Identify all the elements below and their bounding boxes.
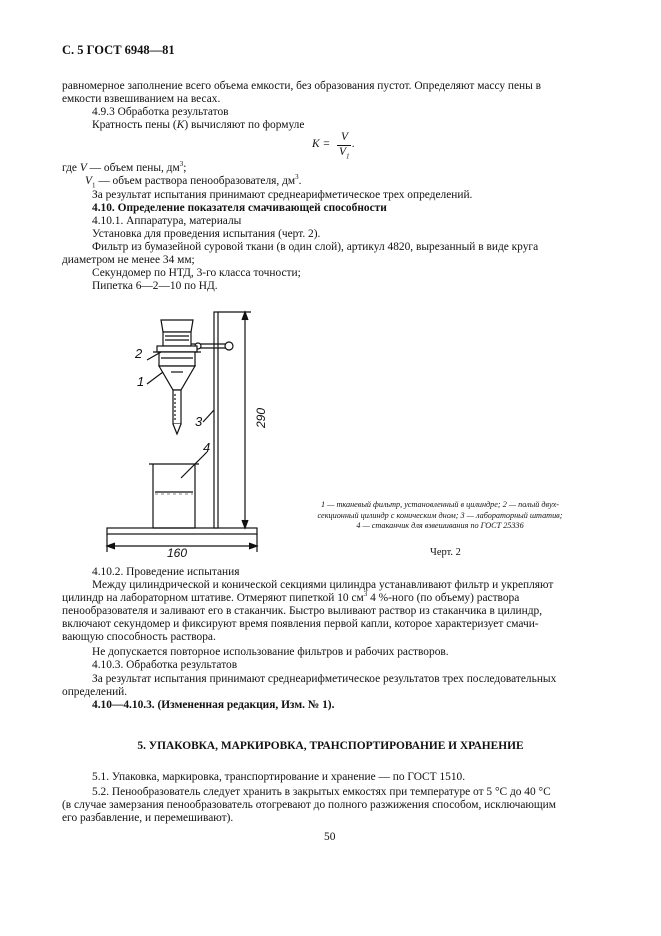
beaker-walls	[153, 464, 195, 528]
subsection-heading: 4.10.3. Обработка результатов	[92, 659, 238, 671]
dimension-width: 160	[167, 546, 188, 560]
text-line: диаметром не менее 34 мм;	[62, 254, 195, 266]
text-line: равномерное заполнение всего объема емкости, без образования пустот. Определяют массу пены в	[62, 80, 542, 92]
text-line: Установка для проведения испытания (черт. 2).	[92, 228, 321, 240]
text-line: включают секундомер и фиксируют время появления первой капли, которое характеризует смачи-	[62, 618, 539, 630]
label-2: 2	[135, 346, 143, 361]
label-3: 3	[195, 414, 203, 429]
text-line: 5.1. Упаковка, маркировка, транспортирование и хранение — по ГОСТ 1510.	[92, 771, 466, 783]
label-1: 1	[137, 374, 145, 389]
text-line: цилиндр на лабораторном штативе. Отмеряют пипеткой 10 $см^3$ 4 %-ного (по объему) раствора	[62, 590, 520, 604]
formula-lhs: K =	[312, 138, 331, 150]
formula-period: .	[352, 138, 355, 150]
where-line: где V — объем пены, $дм^3$;	[62, 160, 187, 174]
page-header: С. 5 ГОСТ 6948—81	[62, 43, 175, 57]
formula-numerator: V	[341, 131, 348, 143]
text-line: Фильтр из бумазейной суровой ткани (в один слой), артикул 4820, вырезанный в виде круга	[92, 241, 539, 253]
subsection-heading: 4.10.1. Аппаратура, материалы	[92, 215, 242, 227]
formula-denominator: $V_1$	[339, 146, 350, 161]
caption-line: 1 — тканевый фильтр, установленный в цилиндре; 2 — полый двух-	[321, 500, 559, 509]
subsection-heading: 4.10.2. Проведение испытания	[92, 566, 240, 578]
cylinder-section	[163, 332, 191, 346]
text-line: его разбавление, и перемешивают).	[62, 812, 234, 824]
text-line: Пипетка 6—2—10 по НД.	[92, 280, 218, 292]
text-line: Секундомер по НТД, 3-го класса точности;	[92, 267, 301, 279]
text-line: За результат испытания принимают среднеарифметическое трех определений.	[92, 189, 473, 201]
text-line: определений.	[62, 686, 128, 698]
stand-base	[107, 528, 257, 534]
conical-section	[159, 366, 195, 390]
cylinder-stem	[173, 390, 181, 424]
section-5-heading: 5. УПАКОВКА, МАРКИРОВКА, ТРАНСПОРТИРОВАНИЕ И ХРАНЕНИЕ	[137, 740, 524, 752]
figure-caption	[280, 500, 600, 532]
text-line: За результат испытания принимают среднеарифметическое результатов трех последовательных	[92, 673, 557, 685]
where-line: $V_1$ — объем раствора пенообразователя, $дм^3$.	[85, 173, 302, 190]
amendment-note: 4.10—4.10.3. (Измененная редакция, Изм. № 1).	[92, 699, 335, 711]
text-line: 5.2. Пенообразователь следует хранить в закрытых емкостях при температуре от 5 °С до 40 °С	[92, 786, 551, 798]
subsection-heading: 4.9.3 Обработка результатов	[92, 106, 229, 118]
caption-line: секционный цилиндр с коническим дном; 3 — лабораторный штатив;	[317, 510, 563, 520]
text-line: Не допускается повторное использование фильтров и рабочих растворов.	[92, 646, 449, 658]
text-line: вающую способность раствора.	[62, 631, 216, 643]
cylinder-top	[161, 320, 193, 332]
section-heading: 4.10. Определение показателя смачивающей способности	[92, 202, 387, 214]
page-number: 50	[324, 831, 336, 843]
text-line: емкости взвешиванием на весах.	[62, 93, 221, 105]
label-4: 4	[203, 440, 211, 455]
text-line: Между цилиндрической и конической секциями цилиндра устанавливают фильтр и укрепляют	[92, 579, 554, 591]
figure-title: Черт. 2	[430, 547, 461, 558]
dimension-height: 290	[254, 407, 268, 428]
text-line: Кратность пены (K) вычисляют по формуле	[92, 119, 305, 131]
apparatus-drawing	[95, 300, 285, 562]
text-line: пенообразователя и заливают его в стаканчик. Быстро выливают раствор из стаканчика в цилиндр,	[62, 605, 543, 617]
text-line: (в случае замерзания пенообразователь отогревают до полного разжижения способом, исключающим	[62, 799, 556, 811]
caption-line: 4 — стаканчик для взвешивания по ГОСТ 25336	[356, 521, 524, 530]
